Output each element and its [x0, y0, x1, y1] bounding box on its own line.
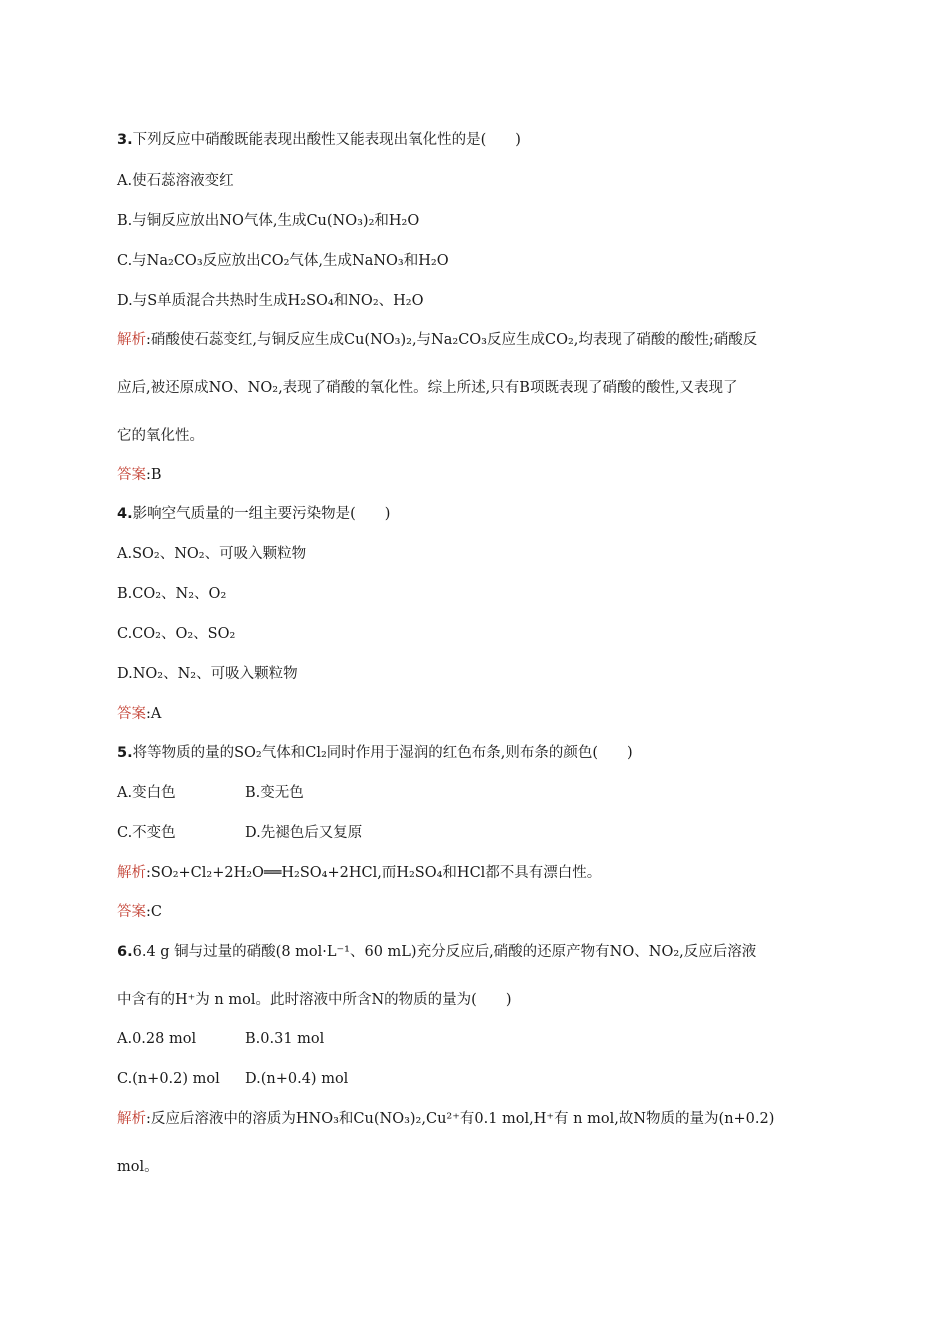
- analysis-line: [117, 1109, 774, 1129]
- option-row: [117, 1029, 325, 1049]
- question-text: 中含有的H⁺为 n mol。此时溶液中所含N的物质的量为( ): [117, 992, 512, 1008]
- analysis-label: 解析: [117, 332, 146, 348]
- question-text: 6.4 g 铜与过量的硝酸(8 mol·L⁻¹、60 mL)充分反应后,硝酸的还原产物有NO、NO₂,反应后溶液: [132, 944, 757, 960]
- question-6-stem: [117, 942, 756, 962]
- question-5-stem: [117, 743, 633, 763]
- option-c: C.(n+0.2) mol: [117, 1071, 220, 1087]
- option-b: B.0.31 mol: [245, 1031, 325, 1047]
- analysis-text: :反应后溶液中的溶质为HNO₃和Cu(NO₃)₂,Cu²⁺有0.1 mol,H⁺有 n mol,故N物质的量为(n+0.2): [146, 1111, 775, 1127]
- question-number: 5.: [117, 745, 133, 761]
- option-d: D.NO₂、N₂、可吸入颗粒物: [117, 666, 298, 682]
- answer-text: :B: [146, 467, 162, 483]
- option-b: B.CO₂、N₂、O₂: [117, 586, 227, 602]
- analysis-line: [117, 330, 757, 350]
- answer-label: 答案: [117, 467, 146, 483]
- option-a: A.0.28 mol: [117, 1031, 197, 1047]
- option-b: B.变无色: [245, 785, 304, 801]
- question-text: 下列反应中硝酸既能表现出酸性又能表现出氧化性的是( ): [132, 132, 521, 148]
- question-number: 3.: [117, 132, 133, 148]
- question-number: 6.: [117, 944, 133, 960]
- analysis-text: :SO₂+Cl₂+2H₂O══H₂SO₄+2HCl,而H₂SO₄和HCl都不具有漂白性。: [146, 865, 602, 881]
- analysis-line: 应后,被还原成NO、NO₂,表现了硝酸的氧化性。综上所述,只有B项既表现了硝酸的酸性,又表现了: [117, 380, 738, 396]
- answer-line: [117, 902, 162, 922]
- option-d: D.先褪色后又复原: [245, 825, 363, 841]
- option-row: [117, 783, 304, 803]
- answer-line: [117, 465, 162, 485]
- option-c: C.不变色: [117, 825, 176, 841]
- analysis-line: 它的氧化性。: [117, 428, 204, 444]
- answer-label: 答案: [117, 904, 146, 920]
- option-b: B.与铜反应放出NO气体,生成Cu(NO₃)₂和H₂O: [117, 213, 420, 229]
- option-row: [117, 1069, 349, 1089]
- option-d: D.(n+0.4) mol: [245, 1071, 349, 1087]
- analysis-label: 解析: [117, 865, 146, 881]
- analysis-line: mol。: [117, 1159, 159, 1175]
- answer-text: :C: [146, 904, 162, 920]
- question-4-stem: [117, 504, 390, 524]
- option-c: C.与Na₂CO₃反应放出CO₂气体,生成NaNO₃和H₂O: [117, 253, 449, 269]
- analysis-label: 解析: [117, 1111, 146, 1127]
- answer-label: 答案: [117, 706, 146, 722]
- option-c: C.CO₂、O₂、SO₂: [117, 626, 236, 642]
- option-a: A.SO₂、NO₂、可吸入颗粒物: [117, 546, 307, 562]
- option-a: A.变白色: [117, 785, 176, 801]
- answer-text: :A: [146, 706, 162, 722]
- option-a: A.使石蕊溶液变红: [117, 173, 234, 189]
- option-row: [117, 823, 363, 843]
- question-text: 影响空气质量的一组主要污染物是( ): [132, 506, 391, 522]
- analysis-text: :硝酸使石蕊变红,与铜反应生成Cu(NO₃)₂,与Na₂CO₃反应生成CO₂,均表现了硝酸的酸性;硝酸反: [146, 332, 758, 348]
- question-3-stem: [117, 130, 521, 150]
- question-number: 4.: [117, 506, 133, 522]
- option-d: D.与S单质混合共热时生成H₂SO₄和NO₂、H₂O: [117, 293, 424, 309]
- question-text: 将等物质的量的SO₂气体和Cl₂同时作用于湿润的红色布条,则布条的颜色( ): [132, 745, 633, 761]
- answer-line: [117, 704, 161, 724]
- analysis-line: [117, 863, 601, 883]
